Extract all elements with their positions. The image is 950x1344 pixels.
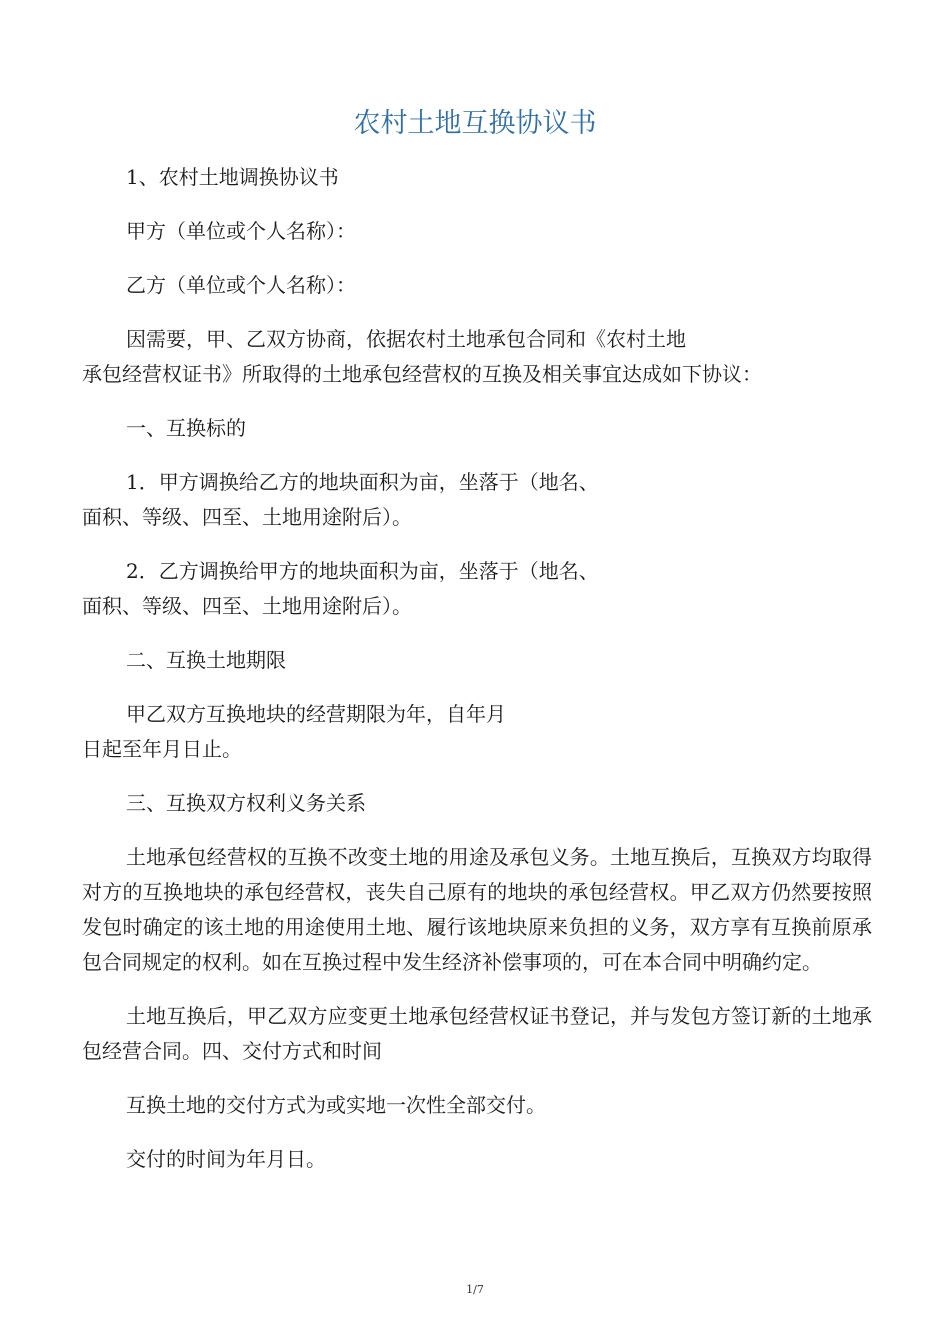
paragraph-line: 因需要，甲、乙双方协商，依据农村土地承包合同和《农村土地 — [126, 327, 686, 351]
section-heading-1 — [82, 411, 872, 446]
document-body — [82, 160, 872, 1196]
paragraph-line: 面积、等级、四至、土地用途附后）。 — [82, 594, 412, 618]
registration-paragraph: 土地互换后，甲乙双方应变更土地承包经营权证书登记，并与发包方签订新的土地承包经营合同。四、交付方式和时间 — [82, 1004, 872, 1063]
paragraph-line: 乙方（单位或个人名称）： — [126, 273, 356, 297]
paragraph-line: 一、互换标的 — [126, 416, 246, 440]
document-title: 农村土地互换协议书 — [353, 108, 597, 139]
paragraph-line: 交付的时间为年月日。 — [126, 1147, 326, 1171]
delivery-time-paragraph — [82, 1142, 872, 1177]
page-number: 1/7 — [466, 1283, 484, 1296]
paragraph-line: 甲乙双方互换地块的经营期限为年，自年月 — [126, 702, 506, 726]
paragraph-1 — [82, 160, 872, 195]
delivery-method-paragraph — [82, 1088, 872, 1123]
rights-paragraph: 土地承包经营权的互换不改变土地的用途及承包义务。土地互换后，互换双方均取得对方的互换地块的承包经营权，丧失自己原有的地块的承包经营权。甲乙双方仍然要按照发包时确定的该土地的用途使用土地、履行该地块原来负担的义务，双方享有互换前原承包合同规定的权利。如在互换过程中发生经济补偿事项的，可在本合同中明确约定。 — [82, 845, 872, 974]
party-a-line — [82, 214, 872, 249]
paragraph-line: 2．乙方调换给甲方的地块面积为亩，坐落于（地名、 — [126, 559, 599, 583]
paragraph-line: 承包经营权证书》所取得的土地承包经营权的互换及相关事宜达成如下协议： — [82, 362, 762, 386]
paragraph-line: 1、农村土地调换协议书 — [126, 165, 339, 189]
paragraph-line: 三、互换双方权利义务关系 — [126, 791, 366, 815]
term-paragraph — [82, 697, 872, 767]
party-b-line — [82, 268, 872, 303]
paragraph-line: 1．甲方调换给乙方的地块面积为亩，坐落于（地名、 — [126, 470, 599, 494]
paragraph-line: 互换土地的交付方式为或实地一次性全部交付。 — [126, 1093, 546, 1117]
section-heading-2 — [82, 643, 872, 678]
paragraph-line: 面积、等级、四至、土地用途附后）。 — [82, 505, 412, 529]
paragraph-line: 甲方（单位或个人名称）： — [126, 219, 356, 243]
clause-1-1 — [82, 465, 872, 535]
preamble-paragraph — [82, 322, 872, 392]
paragraph-line: 二、互换土地期限 — [126, 648, 286, 672]
paragraph-line: 日起至年月日止。 — [82, 737, 242, 761]
clause-1-2 — [82, 554, 872, 624]
section-heading-3 — [82, 786, 872, 821]
